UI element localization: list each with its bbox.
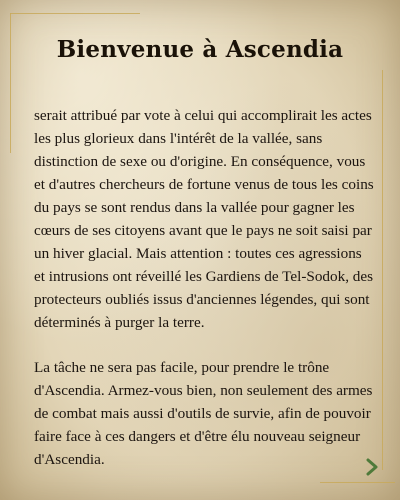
page-body bbox=[34, 104, 374, 493]
chevron-right-icon bbox=[365, 458, 379, 476]
frame-line-top bbox=[10, 13, 140, 14]
next-page-button[interactable] bbox=[361, 455, 383, 479]
frame-line-left bbox=[10, 13, 11, 153]
page-title: Bienvenue à Ascendia bbox=[56, 36, 344, 63]
frame-line-right bbox=[382, 70, 383, 470]
paragraph-1: serait attribué par vote à celui qui accomplirait les actes les plus glorieux dans l'intérêt de la vallée, sans distinction de sexe ou d'origine. En conséquence, vous et d'autres chercheurs de fortune venus de tous les coins du pays se sont rendus dans la vallée pour gagner les cœurs de ses citoyens avant que le pays ne soit saisi par un hiver glacial. Mais attention : toutes ces agressions et intrusions ont réveillé les Gardiens de Tel-Sodok, des protecteurs oubliés issus d'anciennes légendes, qui sont déterminés à purger la terre. bbox=[34, 107, 374, 331]
paragraph-2: La tâche ne sera pas facile, pour prendre le trône d'Ascendia. Armez-vous bien, non seulement des armes de combat mais aussi d'outils de survie, afin de pouvoir faire face à ces dangers et d'être élu nouveau seigneur d'Ascendia. bbox=[34, 359, 373, 468]
